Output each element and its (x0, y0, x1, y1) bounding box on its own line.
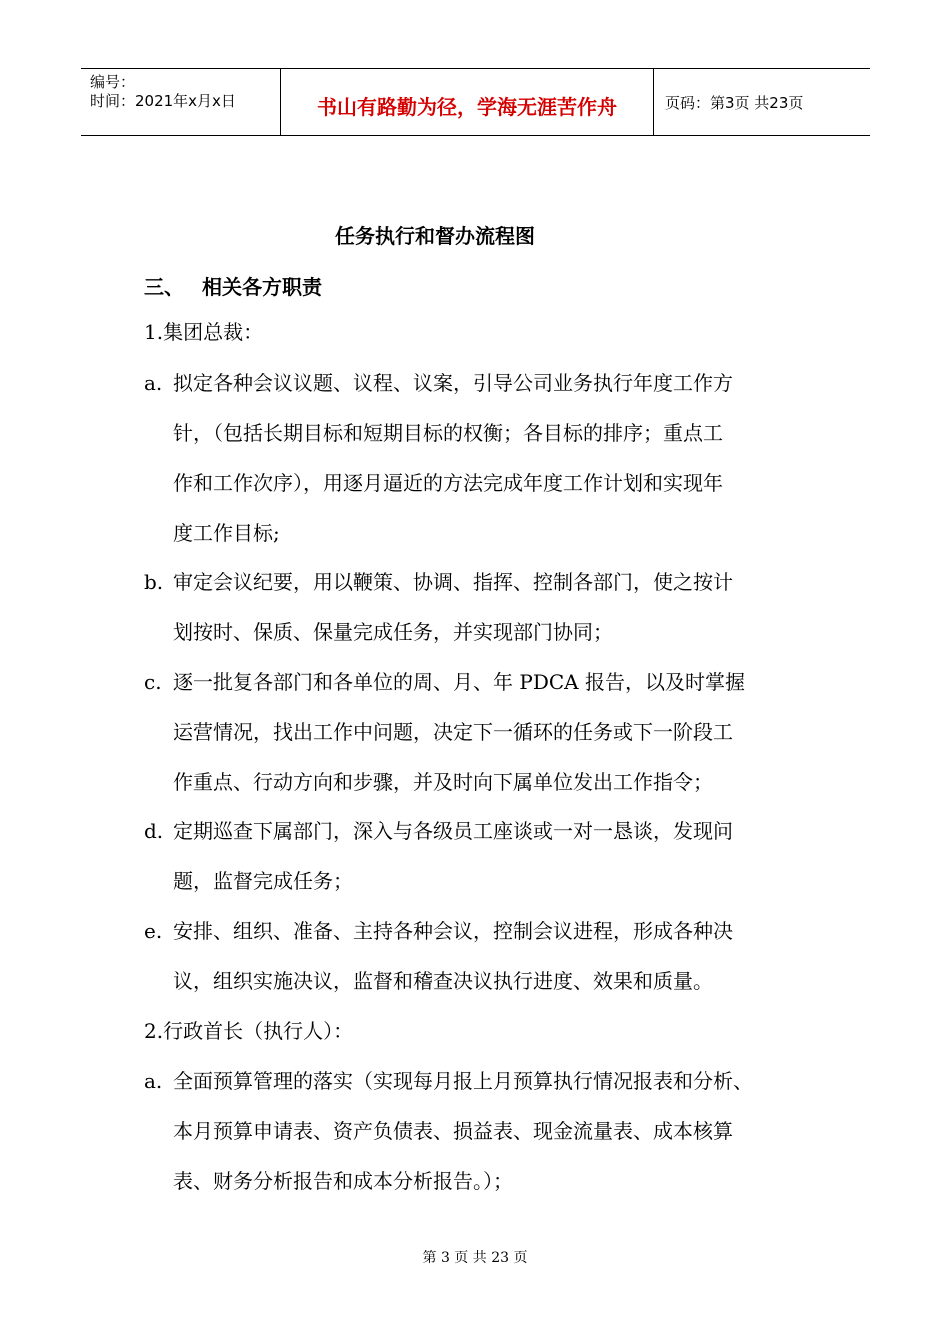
list-item (144, 657, 834, 807)
header-page-info: 页码：第3页 共23页 (665, 93, 804, 112)
section-heading (144, 271, 322, 300)
list-item-text: 安排、组织、准备、主持各种会议，控制会议进程，形成各种决 议，组织实施决议，监督和稽查决议执行进度、效果和质量。 (173, 919, 733, 993)
section-number: 三、 (144, 275, 184, 299)
list-item-label: c. (144, 670, 162, 694)
list-item-label: e. (144, 919, 163, 943)
list-item-text: 审定会议纪要，用以鞭策、协调、指挥、控制各部门，使之按计 划按时、保质、保量完成任务，并实现部门协同； (173, 570, 733, 644)
list-item-label: a. (144, 1069, 163, 1093)
list-item (144, 1056, 834, 1206)
group2-heading: 2.行政首长（执行人）： (144, 1019, 354, 1043)
list-item (144, 557, 834, 657)
header-meta-cell (81, 69, 281, 135)
document-number-label: 编号： (90, 73, 136, 91)
section-title: 相关各方职责 (202, 275, 322, 299)
list-item-label: b. (144, 570, 164, 594)
header-page-cell (654, 69, 870, 135)
list-item-label: d. (144, 819, 164, 843)
list-item (144, 358, 834, 558)
group1-heading: 1.集团总裁： (144, 320, 264, 344)
list-item-text: 全面预算管理的落实（实现每月报上月预算执行情况报表和分析、 本月预算申请表、资产负债表、损益表、现金流量表、成本核算 表、财务分析报告和成本分析报告。）； (173, 1069, 753, 1193)
document-title: 任务执行和督办流程图 (335, 224, 535, 248)
list-item-label: a. (144, 371, 163, 395)
list-item-text: 定期巡查下属部门，深入与各级员工座谈或一对一恳谈，发现问 题，监督完成任务； (173, 819, 733, 893)
list-item-text: 逐一批复各部门和各单位的周、月、年 PDCA 报告，以及时掌握 运营情况，找出工作中问题，决定下一循环的任务或下一阶段工 作重点、行动方向和步骤，并及时向下属单位发出工作指令； (173, 670, 745, 794)
list-item (144, 806, 834, 906)
list-item-text: 拟定各种会议议题、议程、议案，引导公司业务执行年度工作方 针，（包括长期目标和短期目标的权衡；各目标的排序；重点工 作和工作次序），用逐月逼近的方法完成年度工作计划和实现年 度工作目标; (173, 371, 733, 545)
page-footer: 第 3 页 共 23 页 (422, 1250, 528, 1266)
page-header (81, 68, 870, 136)
list-item (144, 906, 834, 1006)
header-motto: 书山有路勤为径，学海无涯苦作舟 (317, 94, 617, 119)
header-motto-cell (281, 69, 654, 135)
document-date-label: 时间：2021年x月x日 (90, 92, 236, 110)
